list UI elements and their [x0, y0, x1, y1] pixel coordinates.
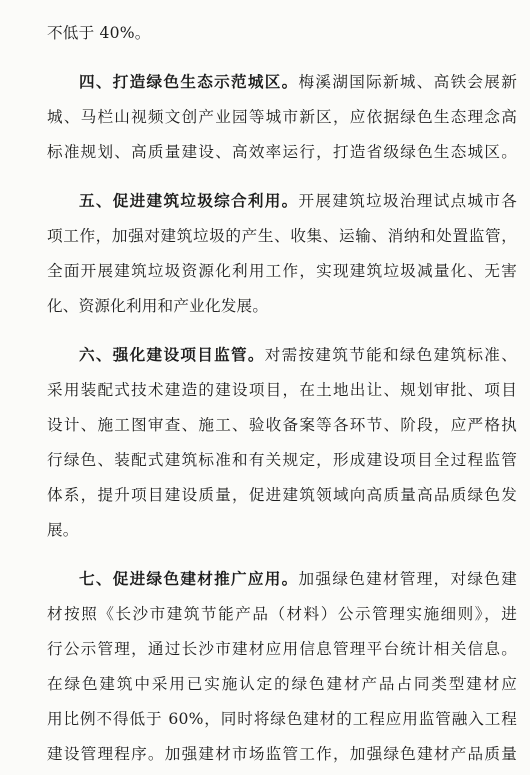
text-line: 行公示管理，通过长沙市建材应用信息管理平台统计相关信息。 [47, 640, 517, 658]
text-span: 加强绿色建材管理，对绿色建 [298, 570, 517, 588]
text-line: 不低于 40%。 [47, 24, 151, 42]
text-line: 材按照《长沙市建筑节能产品（材料）公示管理实施细则》，进 [47, 605, 517, 623]
text-line: 体系，提升项目建设质量，促进建筑领域向高质量高品质绿色发 [47, 486, 517, 504]
section-heading: 五、促进建筑垃圾综合利用。 [79, 192, 299, 210]
text-line: 设计、施工图审查、施工、验收备案等各环节、阶段，应严格执 [47, 416, 517, 434]
text-line [47, 338, 517, 373]
section-heading: 七、促进绿色建材推广应用。 [79, 570, 299, 588]
paragraph-section-7 [47, 562, 517, 772]
text-line: 在绿色建筑中采用已实施认定的绿色建材产品占同类型建材应 [47, 675, 517, 693]
text-span: 梅溪湖国际新城、高铁会展新 [298, 73, 517, 91]
paragraph-section-4 [47, 65, 517, 170]
document-page [47, 16, 517, 772]
text-line [47, 184, 517, 219]
text-line [47, 65, 517, 100]
text-line: 全面开展建筑垃圾资源化利用工作，实现建筑垃圾减量化、无害 [47, 262, 517, 280]
text-line: 化、资源化利用和产业化发展。 [47, 297, 269, 315]
text-span: 开展建筑垃圾治理试点城市各 [298, 192, 517, 210]
text-line: 城、马栏山视频文创产业园等城市新区，应依据绿色生态理念高 [47, 108, 517, 126]
paragraph-section-5 [47, 184, 517, 324]
section-heading: 四、打造绿色生态示范城区。 [79, 73, 299, 91]
paragraph-section-6 [47, 338, 517, 548]
text-line: 项工作，加强对建筑垃圾的产生、收集、运输、消纳和处置监管， [47, 227, 517, 245]
text-span: 对需按建筑节能和绿色建筑标准、 [264, 346, 517, 364]
text-line: 行绿色、装配式建筑标准和有关规定，形成建设项目全过程监管 [47, 451, 517, 469]
section-heading: 六、强化建设项目监管。 [79, 346, 265, 364]
paragraph-continuation [47, 16, 517, 51]
text-line: 标准规划、高质量建设、高效率运行，打造省级绿色生态城区。 [47, 143, 517, 161]
text-line: 展。 [47, 521, 79, 539]
text-line [47, 562, 517, 597]
text-line: 建设管理程序。加强建材市场监管工作，加强绿色建材产品质量 [47, 745, 517, 763]
text-line: 采用装配式技术建造的建设项目，在土地出让、规划审批、项目 [47, 381, 517, 399]
text-line: 用比例不得低于 60%，同时将绿色建材的工程应用监管融入工程 [47, 710, 517, 728]
